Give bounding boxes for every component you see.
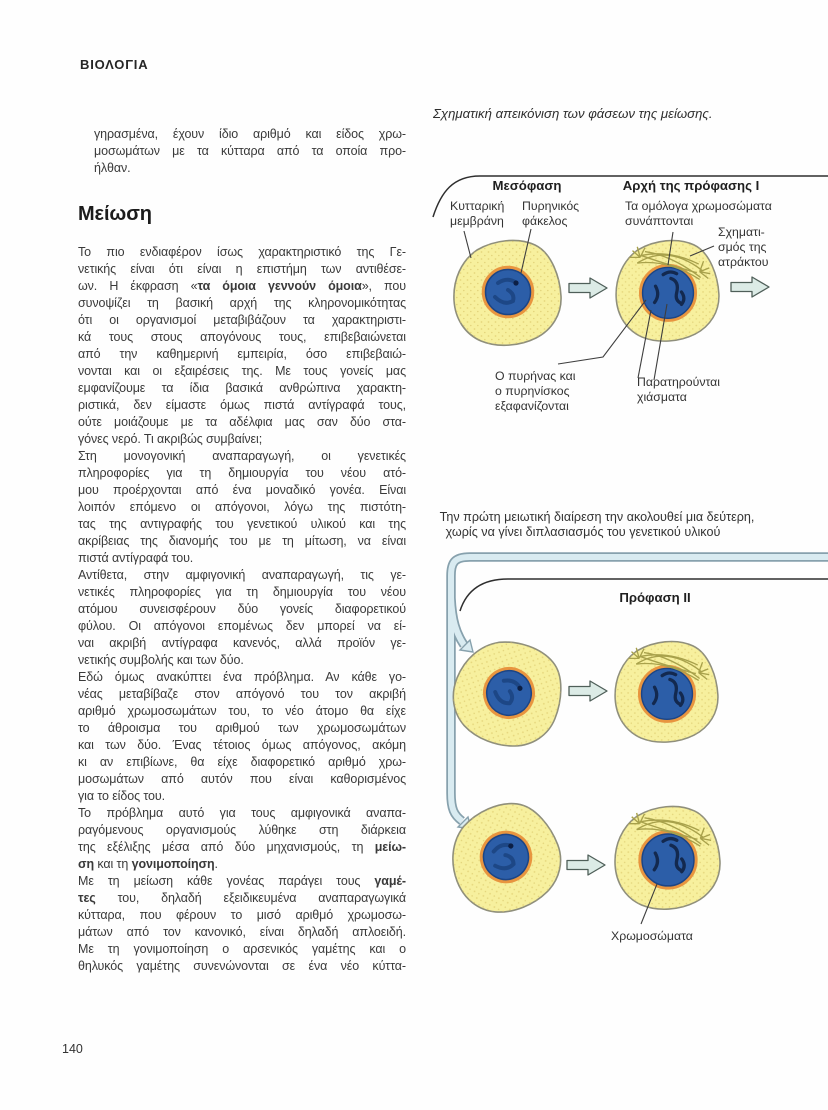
text-line: κύτταρα, που φέρουν το μισό αριθμό χρωμοσω- xyxy=(78,908,406,922)
text-line: συνοψίζει τη βασική αρχή της κληρονομικότητας xyxy=(78,296,406,310)
label-prophase2-header: Πρόφαση ΙΙ xyxy=(619,590,691,605)
text-line: ατόμου συνεισφέρουν δύο γονείς διαφορετικού xyxy=(78,602,406,616)
text-line: κι αν επιβίωνε, θα είχε διαφορετικό αριθμό χρω- xyxy=(78,755,406,769)
section-heading: Μείωση xyxy=(78,203,152,225)
text-line: Με τη μείωση κάθε γονέας παράγει τους γαμέ- xyxy=(78,874,406,888)
text-line: ακρίβειας της διανομής του με τη μίτωση, να είναι xyxy=(78,534,406,548)
label-homologous-pairing: συνάπτονται xyxy=(625,214,694,228)
text-line: γόνες νερό. Τι ακριβώς συμβαίνει; xyxy=(78,432,263,446)
text-line: νέας μεταβίβαζε στον απόγονό του τον ακριβή xyxy=(78,687,406,701)
text-line: για το είδος του. xyxy=(78,789,165,803)
text-line: μου προέρχονται από ένα μοναδικό γονέα. Είναι xyxy=(78,483,406,497)
label-spindle-formation: Σχηματι- xyxy=(718,225,765,239)
text-line: Με τη γονιμοποίηση ο αρσενικός γαμέτης και ο xyxy=(78,942,406,956)
chapter-header: ΒΙΟΛΟΓΙΑ xyxy=(80,57,149,72)
label-nucleus-disappears: ο πυρηνίσκος xyxy=(495,384,570,398)
text-line: τας της αντιγραφής του γενετικού υλικού και της xyxy=(78,517,406,531)
text-line: νετικής είναι ότι είναι η επιστήμη των αντιθέσε- xyxy=(78,262,406,276)
text-line: φύλου. Οι απόγονοι επομένως δεν μπορεί να εί- xyxy=(78,619,406,633)
figure-note: χωρίς να γίνει διπλασιασμός του γενετικού υλικού xyxy=(445,525,721,539)
label-cell-membrane: μεμβράνη xyxy=(450,214,504,228)
text-line: μοσωμάτων με τα κύτταρα από τα οποία προ- xyxy=(94,144,406,158)
label-nuclear-envelope: Πυρηνικός xyxy=(522,199,580,213)
text-line: ούτε μοιάζουμε με τα αδέλφια μας σαν δύο στα- xyxy=(78,415,406,429)
label-cell-membrane: Κυτταρική xyxy=(450,199,505,213)
label-interphase-header: Μεσόφαση xyxy=(492,178,562,193)
text-line: ριστικά, δεν είμαστε όμως πιστά αντίγραφά τους, xyxy=(78,398,406,412)
figure-note: Την πρώτη μειωτική διαίρεση την ακολουθεί μια δεύτερη, xyxy=(439,510,755,524)
step-arrow xyxy=(569,278,607,298)
text-line: μοσωμάτων από αυτόν που είναι καθορισμένος xyxy=(78,772,406,786)
figure-caption: Σχηματική απεικόνιση των φάσεων της μείωσης. xyxy=(433,106,713,121)
text-line: εμφανίζουμε τα ίδια βασικά ανθρώπινα χαρακτη- xyxy=(78,381,406,395)
label-prophase1-header: Αρχή της πρόφασης Ι xyxy=(622,178,760,193)
page-number: 140 xyxy=(62,1042,83,1056)
step-arrow xyxy=(731,277,769,297)
intro-paragraph xyxy=(94,126,406,177)
text-line: ση και τη γονιμοποίηση. xyxy=(78,857,218,871)
text-line: ων. Η έκφραση «τα όμοια γεννούν όμοια», που xyxy=(78,279,406,293)
text-line: το άθροισμα του αριθμού των χρωμοσωμάτων xyxy=(78,721,406,735)
text-line: αριθμό χρωμοσωμάτων του, το νέο άτομο θα είχε xyxy=(78,704,406,718)
label-chiasmata: χιάσματα xyxy=(637,390,687,404)
text-line: της εξέλιξης μέσα από δύο μηχανισμούς, τη μείω- xyxy=(78,840,406,854)
meiosis-figure xyxy=(410,150,828,1010)
text-line: θηλυκός γαμέτης συνενώνονται σε ένα νέο κύττα- xyxy=(78,959,406,973)
text-line: ναι ακριβή αντίγραφα κανενός, αλλά προϊόν γε- xyxy=(78,636,406,650)
label-spindle-formation: ατράκτου xyxy=(718,255,769,269)
cell-prophase-2-top xyxy=(615,641,718,742)
text-line: ήλθαν. xyxy=(94,161,131,175)
text-line: Το πρόβλημα αυτό για τους αμφιγονικά αναπα- xyxy=(78,806,406,820)
label-chiasmata: Παρατηρούνται xyxy=(637,375,721,389)
label-chromosomes: Χρωμοσώματα xyxy=(611,929,693,943)
text-line: πληροφορίες για τη δημιουργία του νέου ατό- xyxy=(78,466,406,480)
step-arrow xyxy=(567,855,605,875)
cell-prophase-2-bottom xyxy=(615,806,720,909)
label-homologous-pairing: Τα ομόλογα χρωμοσώματα xyxy=(625,199,772,213)
text-line: πιστά αντίγραφά του. xyxy=(78,551,194,565)
body-paragraphs xyxy=(78,244,406,975)
text-line: κά τους στους απογόνους τους, επιβεβαιώνεται xyxy=(78,330,406,344)
text-line: ότι οι οργανισμοί μεταβιβάζουν τα χαρακτηριστι- xyxy=(78,313,406,327)
text-line: νονται και οι εξαιρέσεις της. Με τους γονείς μας xyxy=(78,364,406,378)
label-nuclear-envelope: φάκελος xyxy=(522,214,568,228)
text-line: Εδώ όμως ανακύπτει ένα πρόβλημα. Αν κάθε γο- xyxy=(78,670,406,684)
text-line: γηρασμένα, έχουν ίδιο αριθμό και είδος χρω- xyxy=(94,127,406,141)
cell-early-prophase-1 xyxy=(616,240,719,341)
text-line: από την καθημερινή εμπειρία, όσο επιβεβαιώ- xyxy=(78,347,406,361)
text-line: νετικές πληροφορίες για τη δημιουργία του νέου xyxy=(78,585,406,599)
text-line: νετικής συμβολής και των δύο. xyxy=(78,653,244,667)
main-text-column xyxy=(78,126,406,975)
text-line: Το πιο ενδιαφέρον ίσως χαρακτηριστικό της Γε- xyxy=(78,245,406,259)
text-line: και των δύο. Ένας τέτοιος όμως απόγονος, ακόμη xyxy=(78,738,406,752)
label-nucleus-disappears: Ο πυρήνας και xyxy=(495,369,576,383)
text-line: τες του, δηλαδή εξειδικευμένα αναπαραγωγικά xyxy=(78,891,406,905)
label-nucleus-disappears: εξαφανίζονται xyxy=(495,399,569,413)
text-line: λοιπόν επόμενο οι απόγονοι, λόγω της πιστότη- xyxy=(78,500,406,514)
text-line: μάτων από τον κανονικό, είναι δηλαδή απλοειδή. xyxy=(78,925,406,939)
text-line: Αντίθετα, στην αμφιγονική αναπαραγωγή, τις γε- xyxy=(78,568,406,582)
text-line: ραγόμενους οργανισμούς λύθηκε στη διάρκεια xyxy=(78,823,406,837)
step-arrow xyxy=(569,681,607,701)
text-line: Στη μονογονική αναπαραγωγή, οι γενετικές xyxy=(78,449,406,463)
label-spindle-formation: σμός της xyxy=(718,240,767,254)
